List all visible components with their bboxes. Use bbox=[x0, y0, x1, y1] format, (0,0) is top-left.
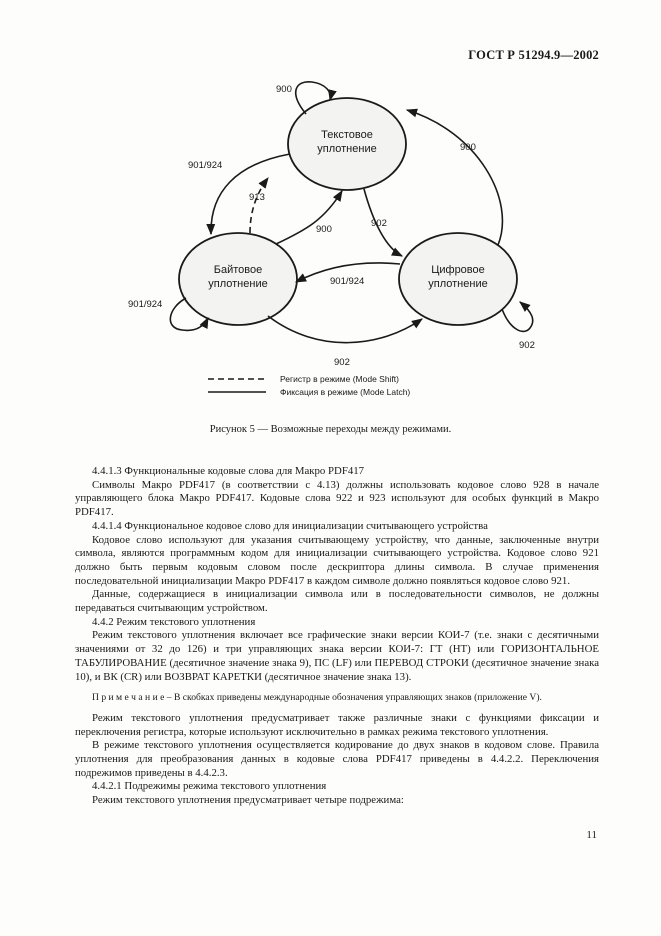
legend-shift-label: Регистр в режиме (Mode Shift) bbox=[280, 374, 399, 384]
label-byte-to-text-shift: 913 bbox=[249, 192, 265, 203]
label-byte-self: 901/924 bbox=[128, 299, 163, 310]
node-numeric-mode bbox=[399, 233, 517, 325]
body-text bbox=[75, 465, 599, 808]
node-text-mode-line1: Текстовое bbox=[321, 129, 373, 141]
paragraph-reader-data: Данные, содержащиеся в инициализации символа или в последовательности символов, не должны передаваться считывающим устройством. bbox=[75, 588, 599, 615]
label-numeric-to-text: 900 bbox=[460, 142, 476, 153]
node-byte-mode-line1: Байтовое bbox=[213, 264, 263, 276]
standard-header: ГОСТ Р 51294.9—2002 bbox=[468, 48, 599, 62]
section-heading-4-4-2-1: 4.4.2.1 Подрежимы режима текстового уплотнения bbox=[92, 780, 327, 793]
section-heading-4-4-2: 4.4.2 Режим текстового уплотнения bbox=[92, 615, 256, 628]
label-text-self: 900 bbox=[276, 84, 292, 95]
node-byte-mode bbox=[179, 233, 297, 325]
paragraph-macro-codewords: Символы Макро PDF417 (в соответствии с 4.13) должны использовать кодовое слово 928 в начале управляющего блока Макро PDF417. Кодовые слова 922 и 923 используют для особых функций в Макро PDF417. bbox=[75, 478, 599, 519]
paragraph-text-mode-chars: Режим текстового уплотнения включает все графические знаки версии КОИ-7 (т.е. знаки с десятичными значениями от 32 до 126) и три управляющих знака версии КОИ-7: ГТ (НТ) или ГОРИЗОНТАЛЬНОЕ ТАБУЛИРОВАНИЕ (десятичное значение знака 9), ПС (LF) или ПЕРЕВОД СТРОКИ (десятичное значение знака 10), и ВК (CR) или ВОЗВРАТ КАРЕТКИ (десятичное значение знака 13). bbox=[75, 629, 599, 683]
page-number: 11 bbox=[586, 829, 597, 841]
node-byte-mode-line2: уплотнение bbox=[208, 278, 268, 290]
section-heading-4-4-1-4: 4.4.1.4 Функциональное кодовое слово для инициализации считывающего устройства bbox=[92, 519, 488, 532]
section-heading-4-4-1-3: 4.4.1.3 Функциональные кодовые слова для Макро PDF417 bbox=[92, 465, 365, 477]
mode-transition-diagram bbox=[118, 72, 558, 402]
paragraph-reader-init: Кодовое слово используют для указания считывающему устройству, что данные, заключенные внутри символа, являются программным кодом для инициализации считывающего устройства. Кодовое слово 921 должно быть первым кодовым словом после дескриптора длины символа. В случае применения последовательной инициализации Макро PDF417 в каждом символе должно появляться кодовое слово 921. bbox=[75, 533, 599, 587]
diagram-legend bbox=[208, 374, 410, 397]
label-byte-to-text: 900 bbox=[316, 224, 332, 235]
node-numeric-mode-line1: Цифровое bbox=[431, 264, 485, 276]
node-text-mode bbox=[288, 98, 406, 190]
edge-byte-to-numeric bbox=[268, 316, 422, 343]
node-text-mode-line2: уплотнение bbox=[317, 143, 377, 155]
label-numeric-self: 902 bbox=[519, 340, 535, 351]
note-paragraph: П р и м е ч а н и е – В скобках приведены международные обозначения управляющих знаков (приложение V). bbox=[92, 692, 542, 704]
edge-byte-to-text-shift bbox=[250, 178, 268, 233]
figure-caption: Рисунок 5 — Возможные переходы между режимами. bbox=[209, 424, 452, 435]
paragraph-text-mode-encoding: В режиме текстового уплотнения осуществляется кодирование до двух знаков в кодовом слове. Правила уплотнения для преобразования данных в кодовые слова PDF417 приведены в 4.4.2.2. Переключения подрежимов приведены в 4.4.2.3. bbox=[75, 739, 599, 779]
legend-latch-label: Фиксация в режиме (Mode Latch) bbox=[280, 387, 411, 397]
paragraph-text-mode-shift: Режим текстового уплотнения предусматривает также различные знаки с функциями фиксации и переключения регистра, которые используют исключительно в рамках режима текстового уплотнения. bbox=[75, 711, 599, 738]
edge-byte-to-text bbox=[276, 191, 342, 244]
label-text-to-byte: 901/924 bbox=[188, 160, 223, 171]
label-numeric-to-byte: 901/924 bbox=[330, 276, 365, 287]
label-byte-to-numeric: 902 bbox=[334, 357, 350, 368]
paragraph-submodes: Режим текстового уплотнения предусматривает четыре подрежима: bbox=[92, 794, 404, 807]
label-text-to-numeric: 902 bbox=[371, 218, 387, 229]
node-numeric-mode-line2: уплотнение bbox=[428, 278, 488, 290]
edge-numeric-to-text bbox=[407, 110, 502, 245]
